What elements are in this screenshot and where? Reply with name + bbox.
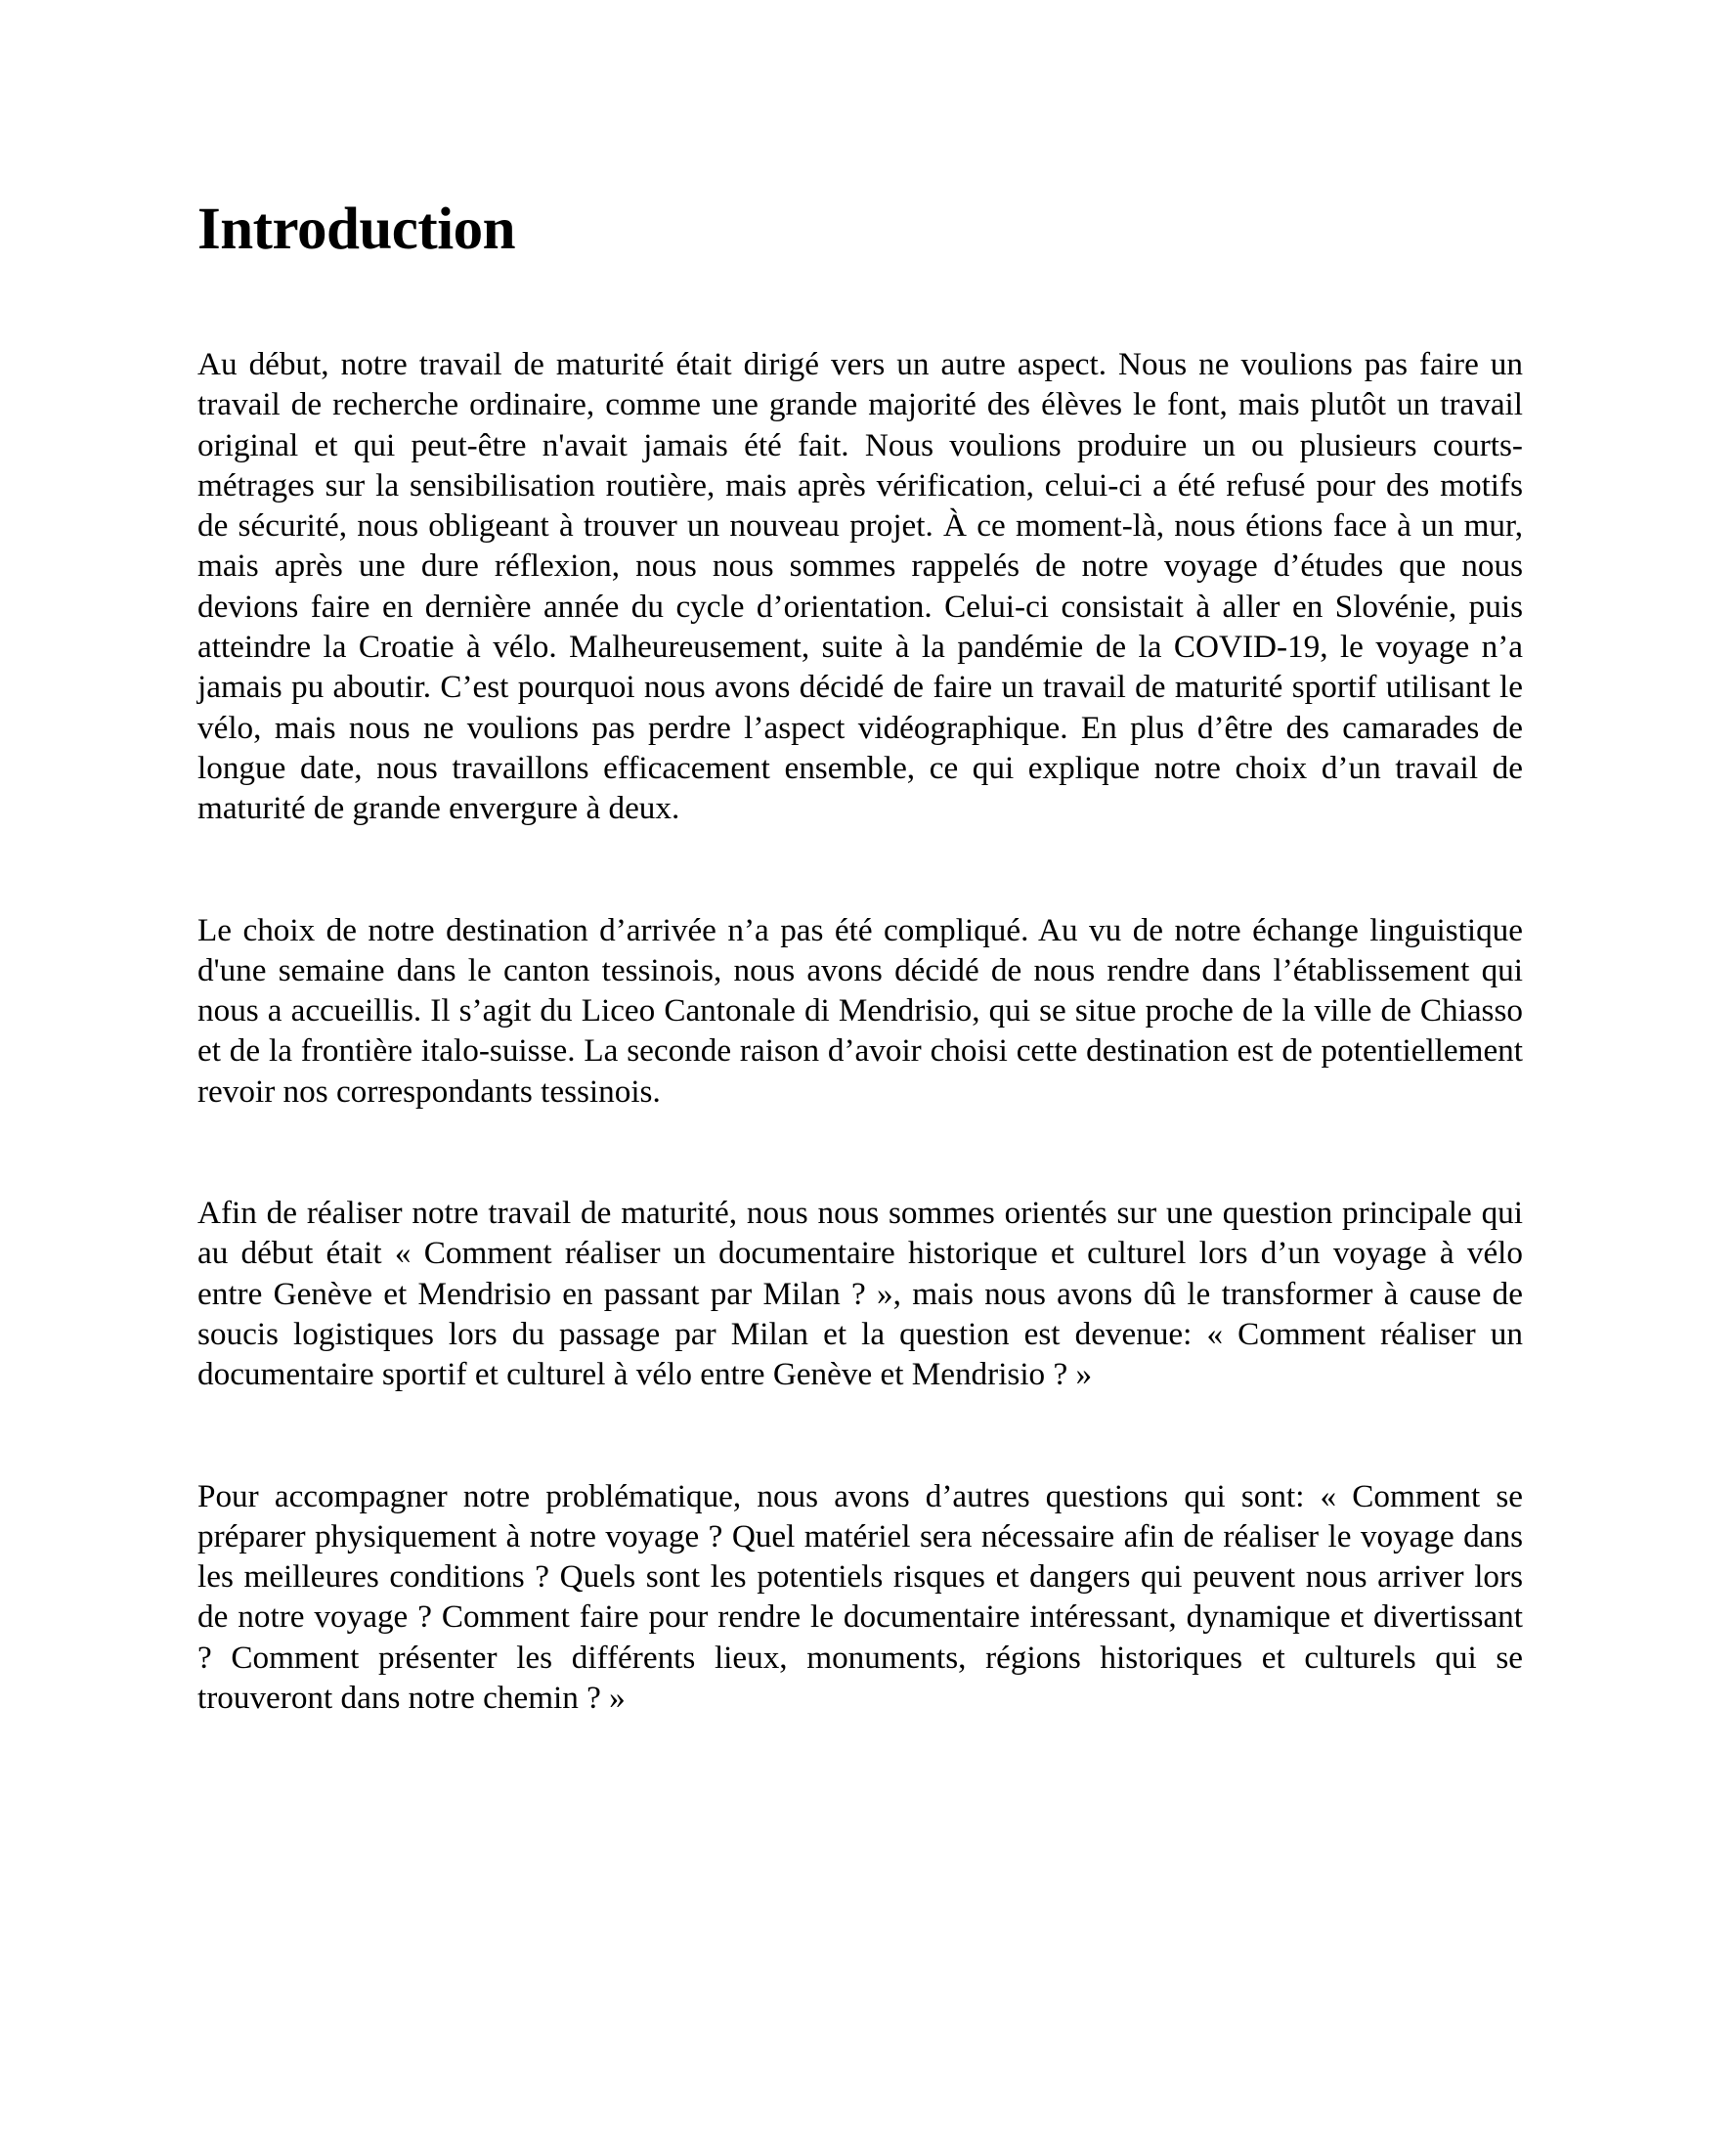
paragraph-1: Au début, notre travail de maturité était dirigé vers un autre aspect. Nous ne voulions pas faire un travail de recherche ordinaire, comme une grande majorité des élèves le font, mais plutôt un travail original et qui peut-être n'avait jamais été fait. Nous voulions produire un ou plusieurs courts-métrages sur la sensibilisation routière, mais après vérification, celui-ci a été refusé pour des motifs de sécurité, nous obligeant à trouver un nouveau projet. À ce moment-là, nous étions face à un mur, mais après une dure réflexion, nous nous sommes rappelés de notre voyage d’études que nous devions faire en dernière année du cycle d’orientation. Celui-ci consistait à aller en Slovénie, puis atteindre la Croatie à vélo. Malheureusement, suite à la pandémie de la COVID-19, le voyage n’a jamais pu aboutir. C’est pourquoi nous avons décidé de faire un travail de maturité sportif utilisant le vélo, mais nous ne voulions pas perdre l’aspect vidéographique. En plus d’être des camarades de longue date, nous travaillons efficacement ensemble, ce qui explique notre choix d’un travail de maturité de grande envergure à deux. (197, 346, 1523, 827)
paragraph-4: Pour accompagner notre problématique, nous avons d’autres questions qui sont: « Comment se préparer physiquement à notre voyage ? Quel matériel sera nécessaire afin de réaliser le voyage dans les meilleures conditions ? Quels sont les potentiels risques et dangers qui peuvent nous arriver lors de notre voyage ? Comment faire pour rendre le documentaire intéressant, dynamique et divertissant ? Comment présenter les différents lieux, monuments, régions historiques et culturels qui se trouveront dans notre chemin ? » (197, 1477, 1523, 1717)
page-title: Introduction (197, 197, 516, 262)
paragraph-3: Afin de réaliser notre travail de maturité, nous nous sommes orientés sur une question principale qui au début était « Comment réaliser un documentaire historique et culturel lors d’un voyage à vélo entre Genève et Mendrisio en passant par Milan ? », mais nous avons dû le transformer à cause de soucis logistiques lors du passage par Milan et la question est devenue: « Comment réaliser un documentaire sportif et culturel à vélo entre Genève et Mendrisio ? » (197, 1195, 1523, 1393)
document-page (197, 186, 1523, 1718)
paragraph-2: Le choix de notre destination d’arrivée n’a pas été compliqué. Au vu de notre échange linguistique d'une semaine dans le canton tessinois, nous avons décidé de nous rendre dans l’établissement qui nous a accueillis. Il s’agit du Liceo Cantonale di Mendrisio, qui se situe proche de la ville de Chiasso et de la frontière italo-suisse. La seconde raison d’avoir choisi cette destination est de potentiellement revoir nos correspondants tessinois. (197, 911, 1523, 1110)
